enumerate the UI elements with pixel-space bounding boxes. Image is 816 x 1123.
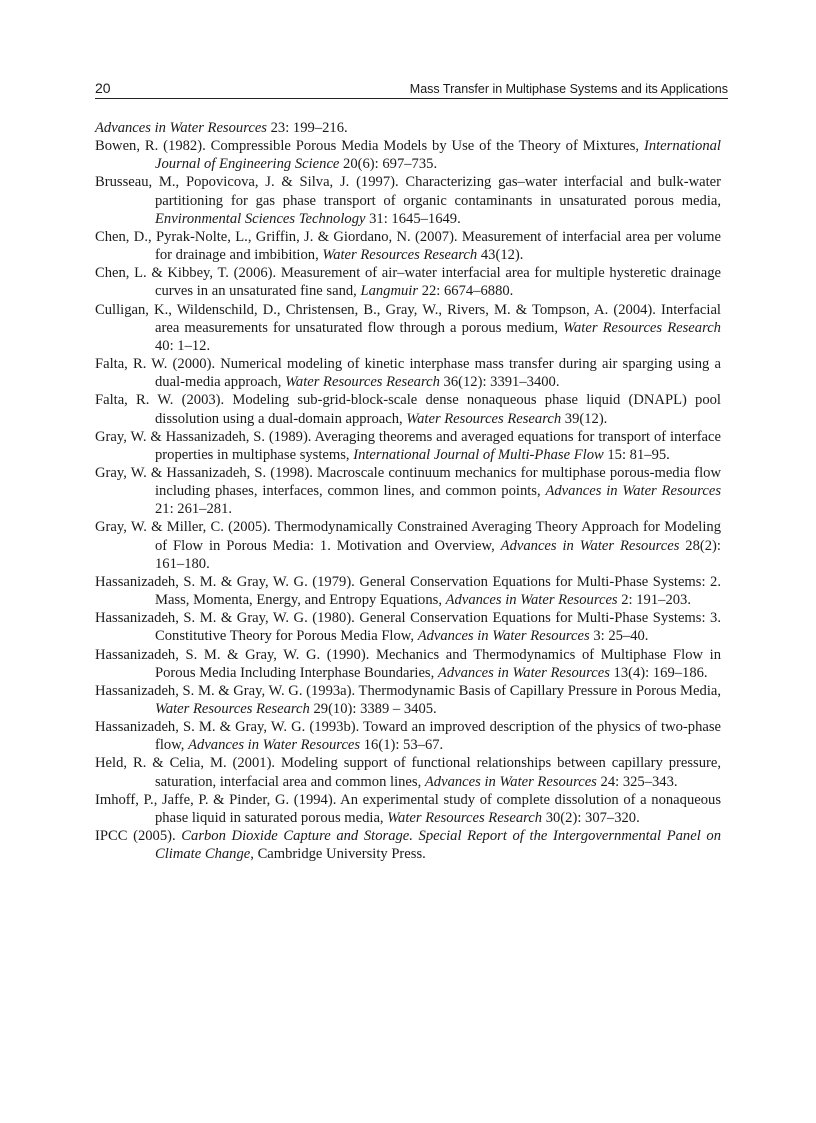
reference-entry: Hassanizadeh, S. M. & Gray, W. G. (1993b). Toward an improved description of the physics of two-phase flow, Advances in Water Resources 16(1): 53–67. xyxy=(95,719,721,754)
reference-entry: Hassanizadeh, S. M. & Gray, W. G. (1979). General Conservation Equations for Multi-Phase Systems: 2. Mass, Momenta, Energy, and Entropy Equations, Advances in Water Resources 2: 191–203. xyxy=(95,573,721,609)
reference-list xyxy=(95,119,721,863)
running-title: Mass Transfer in Multiphase Systems and its Applications xyxy=(409,82,728,96)
reference-entry: Advances in Water Resources 23: 199–216. xyxy=(95,120,348,136)
reference-entry: IPCC (2005). Carbon Dioxide Capture and Storage. Special Report of the Intergovernmental Panel on Climate Change, Cambridge University Press. xyxy=(95,828,721,863)
reference-entry: Falta, R. W. (2003). Modeling sub-grid-block-scale dense nonaqueous phase liquid (DNAPL) pool dissolution using a dual-domain approach, Water Resources Research 39(12). xyxy=(95,392,721,427)
reference-entry: Gray, W. & Hassanizadeh, S. (1998). Macroscale continuum mechanics for multiphase porous-media flow including phases, interfaces, common lines, and common points, Advances in Water Resources 21: 261–281. xyxy=(95,464,721,518)
running-header xyxy=(95,78,728,99)
reference-entry: Brusseau, M., Popovicova, J. & Silva, J. (1997). Characterizing gas–water interfacial and bulk-water partitioning for gas phase transport of organic contaminants in unsaturated porous media, Environmental Sciences Technology 31: 1645–1649. xyxy=(95,174,721,227)
page-number: 20 xyxy=(95,80,111,96)
reference-entry: Bowen, R. (1982). Compressible Porous Media Models by Use of the Theory of Mixtures, International Journal of Engineering Science 20(6): 697–735. xyxy=(95,138,721,173)
reference-entry: Imhoff, P., Jaffe, P. & Pinder, G. (1994). An experimental study of complete dissolution of a nonaqueous phase liquid in saturated porous media, Water Resources Research 30(2): 307–320. xyxy=(95,791,721,826)
reference-entry: Chen, D., Pyrak-Nolte, L., Griffin, J. & Giordano, N. (2007). Measurement of interfacial area per volume for drainage and imbibition, Water Resources Research 43(12). xyxy=(95,228,721,264)
reference-entry: Falta, R. W. (2000). Numerical modeling of kinetic interphase mass transfer during air sparging using a dual-media approach, Water Resources Research 36(12): 3391–3400. xyxy=(95,356,721,391)
reference-entry: Hassanizadeh, S. M. & Gray, W. G. (1980). General Conservation Equations for Multi-Phase Systems: 3. Constitutive Theory for Porous Media Flow, Advances in Water Resources 3: 25–40. xyxy=(95,610,721,645)
reference-entry: Culligan, K., Wildenschild, D., Christensen, B., Gray, W., Rivers, M. & Tompson, A. (2004). Interfacial area measurements for unsaturated flow through a porous medium, Water Resources Research 40: 1–12. xyxy=(95,301,721,354)
reference-entry: Gray, W. & Hassanizadeh, S. (1989). Averaging theorems and averaged equations for transport of interface properties in multiphase systems, International Journal of Multi-Phase Flow 15: 81–95. xyxy=(95,428,721,463)
reference-entry: Hassanizadeh, S. M. & Gray, W. G. (1990). Mechanics and Thermodynamics of Multiphase Flow in Porous Media Including Interphase Boundaries, Advances in Water Resources 13(4): 169–186. xyxy=(95,646,721,681)
reference-entry: Hassanizadeh, S. M. & Gray, W. G. (1993a). Thermodynamic Basis of Capillary Pressure in Porous Media, Water Resources Research 29(10): 3389 – 3405. xyxy=(95,682,721,717)
reference-entry: Gray, W. & Miller, C. (2005). Thermodynamically Constrained Averaging Theory Approach for Modeling of Flow in Porous Media: 1. Motivation and Overview, Advances in Water Resources 28(2): 161–180. xyxy=(95,519,721,572)
reference-entry: Chen, L. & Kibbey, T. (2006). Measurement of air–water interfacial area for multiple hysteretic drainage curves in an unsaturated fine sand, Langmuir 22: 6674–6880. xyxy=(95,265,721,300)
reference-entry: Held, R. & Celia, M. (2001). Modeling support of functional relationships between capillary pressure, saturation, interfacial area and common lines, Advances in Water Resources 24: 325–343. xyxy=(95,755,721,790)
